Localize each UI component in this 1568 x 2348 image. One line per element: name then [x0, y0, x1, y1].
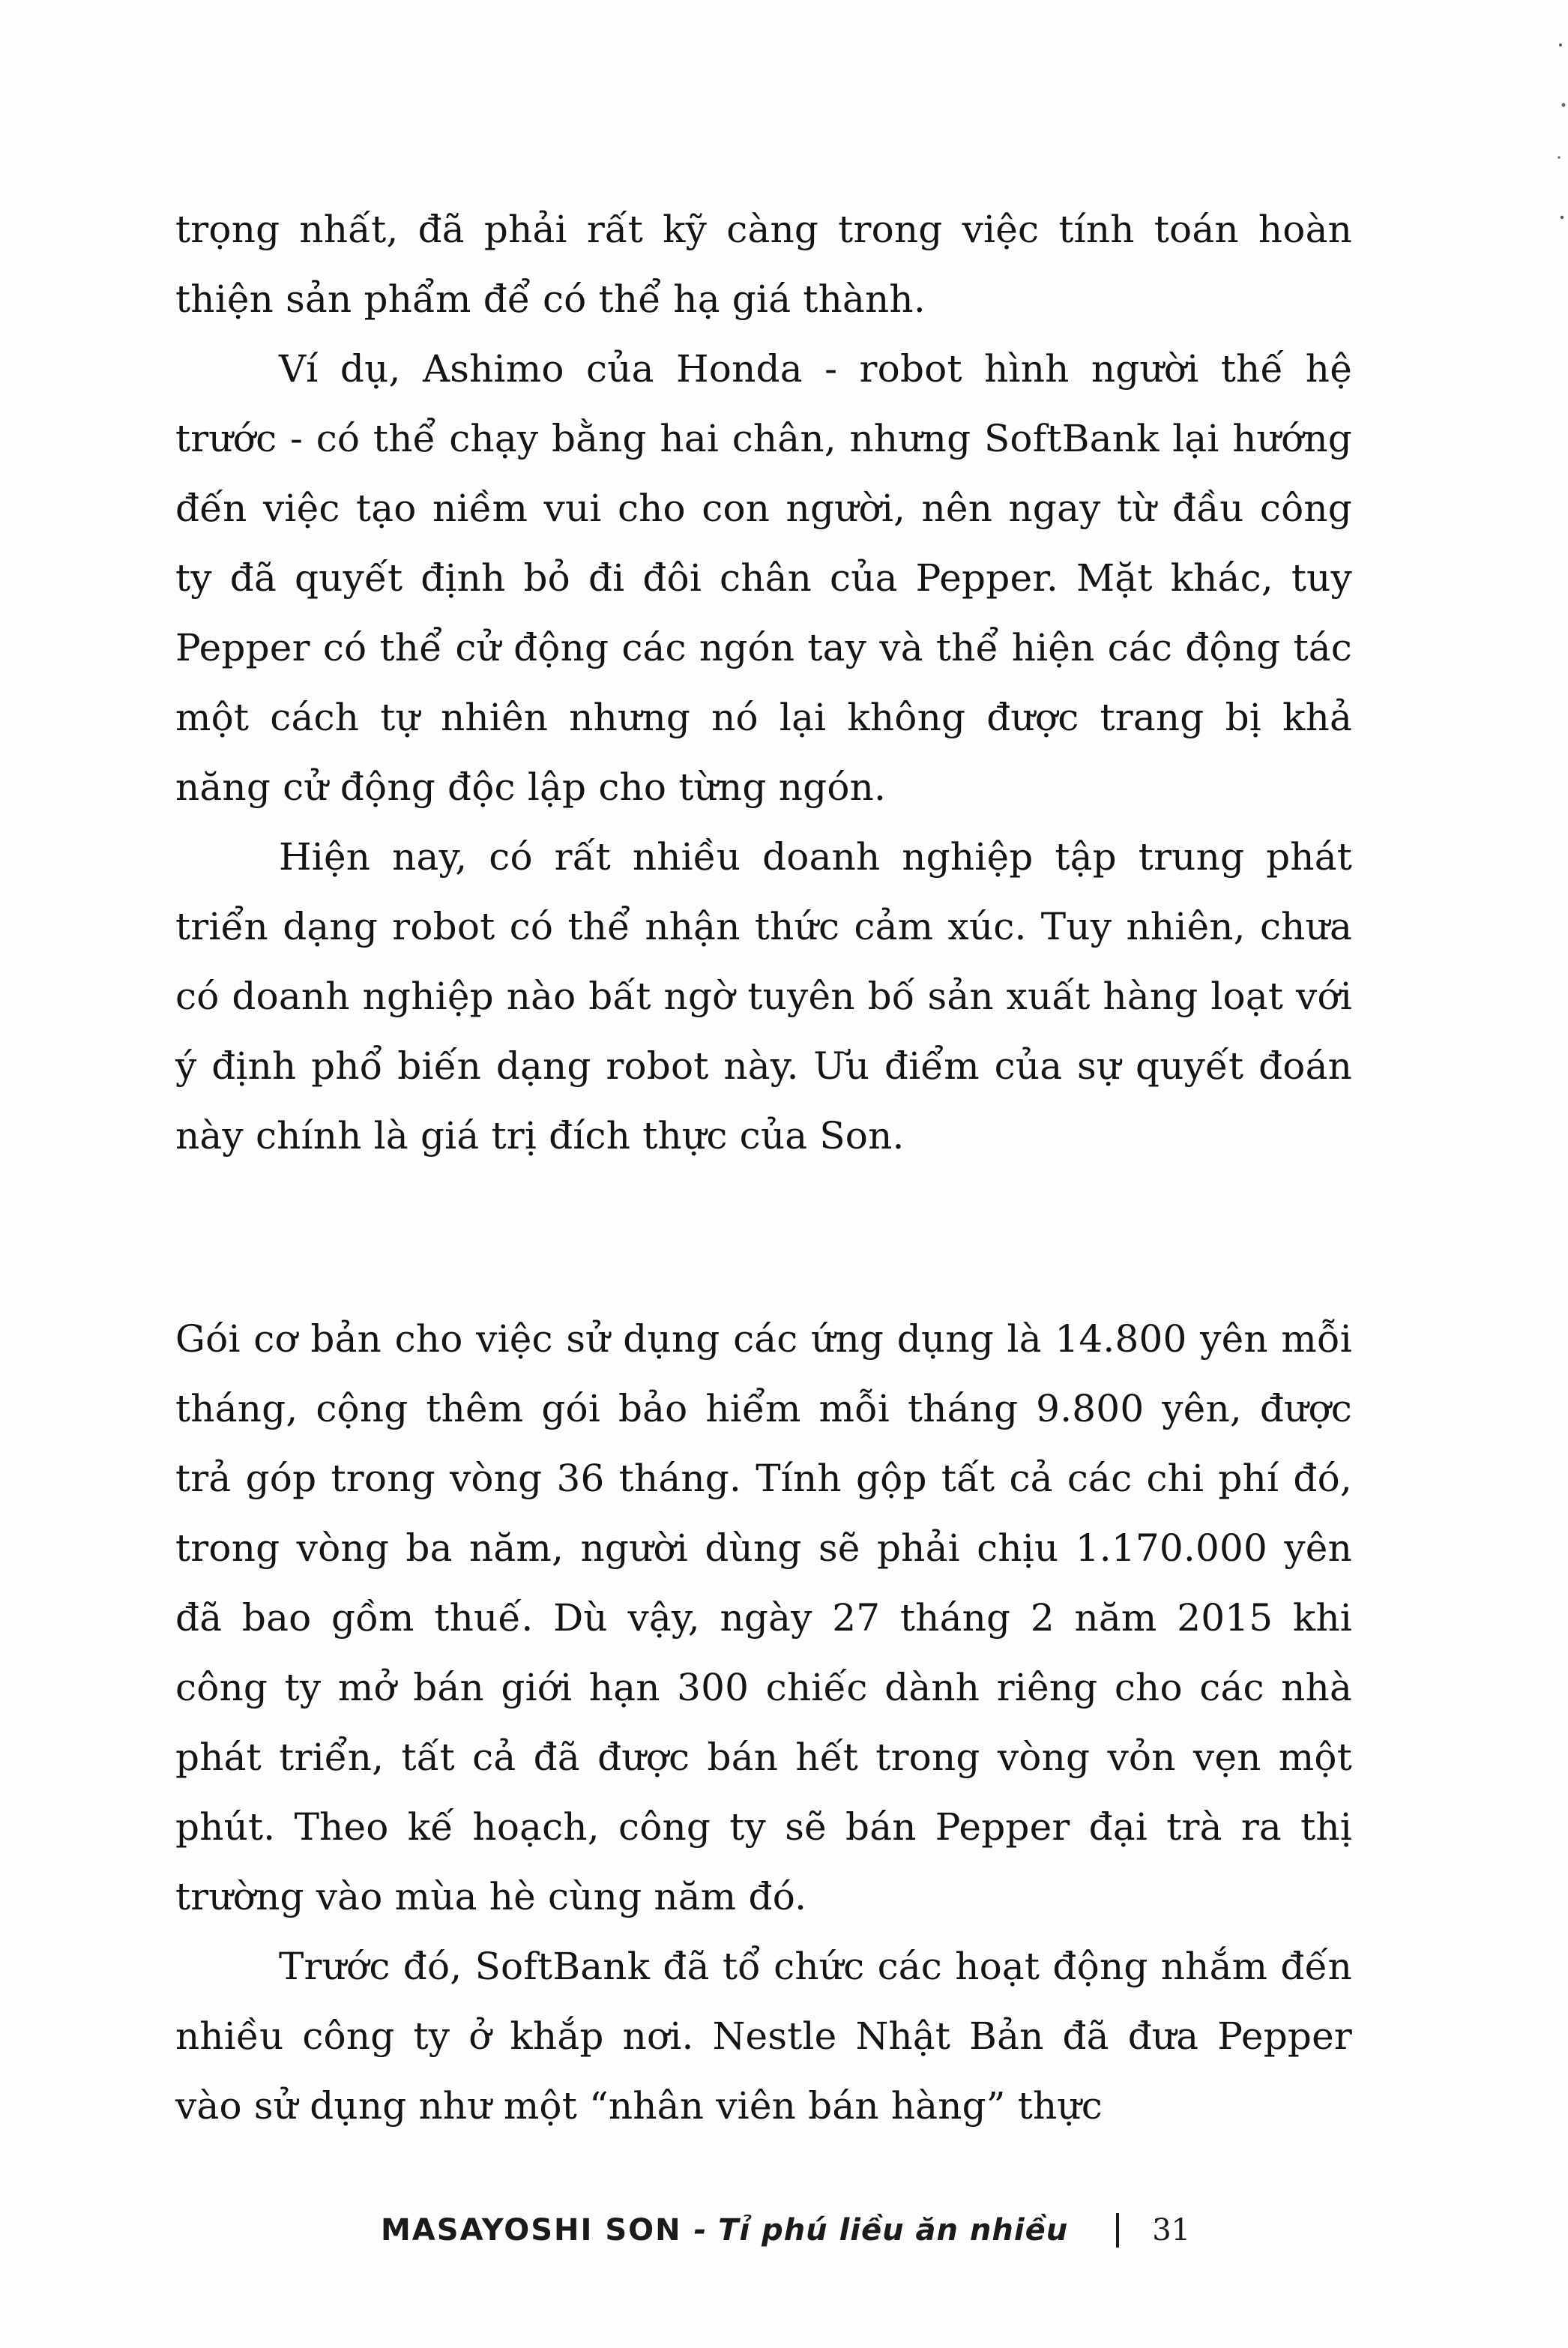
footer-book-subtitle: - Tỉ phú liều ăn nhiều — [693, 2213, 1069, 2248]
footer-separator — [1116, 2213, 1119, 2248]
footer-book-title: MASAYOSHI SON — [381, 2213, 682, 2248]
paragraph-ashimo: Ví dụ, Ashimo của Honda - robot hình người thế hệ trước - có thể chạy bằng hai chân, nhưng SoftBank lại hướng đến việc tạo niềm vui cho con người, nên ngay từ đầu công ty đã quyết định bỏ đi đôi chân của Pepper. Mặt khác, tuy Pepper có thể cử động các ngón tay và thể hiện các động tác một cách tự nhiên nhưng nó lại không được trang bị khả năng cử động độc lập cho từng ngón. — [175, 347, 1352, 809]
page-edge-specks — [1538, 0, 1568, 255]
running-footer — [381, 2200, 1190, 2260]
text-block-bottom — [175, 1304, 1352, 2141]
page-number: 31 — [1152, 2213, 1191, 2248]
paragraph-pricing: Gói cơ bản cho việc sử dụng các ứng dụng là 14.800 yên mỗi tháng, cộng thêm gói bảo hiểm mỗi tháng 9.800 yên, được trả góp trong vòng 36 tháng. Tính gộp tất cả các chi phí đó, trong vòng ba năm, người dùng sẽ phải chịu 1.170.000 yên đã bao gồm thuế. Dù vậy, ngày 27 tháng 2 năm 2015 khi công ty mở bán giới hạn 300 chiếc dành riêng cho các nhà phát triển, tất cả đã được bán hết trong vòng vỏn vẹn một phút. Theo kế hoạch, công ty sẽ bán Pepper đại trà ra thị trường vào mùa hè cùng năm đó. — [175, 1317, 1352, 1918]
text-block-top — [175, 195, 1352, 1171]
paragraph-nestle: Trước đó, SoftBank đã tổ chức các hoạt động nhắm đến nhiều công ty ở khắp nơi. Nestle Nhật Bản đã đưa Pepper vào sử dụng như một “nhân viên bán hàng” thực — [175, 1945, 1352, 2128]
paragraph-emotion-robots: Hiện nay, có rất nhiều doanh nghiệp tập trung phát triển dạng robot có thể nhận thức cảm xúc. Tuy nhiên, chưa có doanh nghiệp nào bất ngờ tuyên bố sản xuất hàng loạt với ý định phổ biến dạng robot này. Ưu điểm của sự quyết đoán này chính là giá trị đích thực của Son. — [175, 835, 1352, 1158]
paragraph-continued: trọng nhất, đã phải rất kỹ càng trong việc tính toán hoàn thiện sản phẩm để có thể hạ giá thành. — [175, 208, 1352, 321]
